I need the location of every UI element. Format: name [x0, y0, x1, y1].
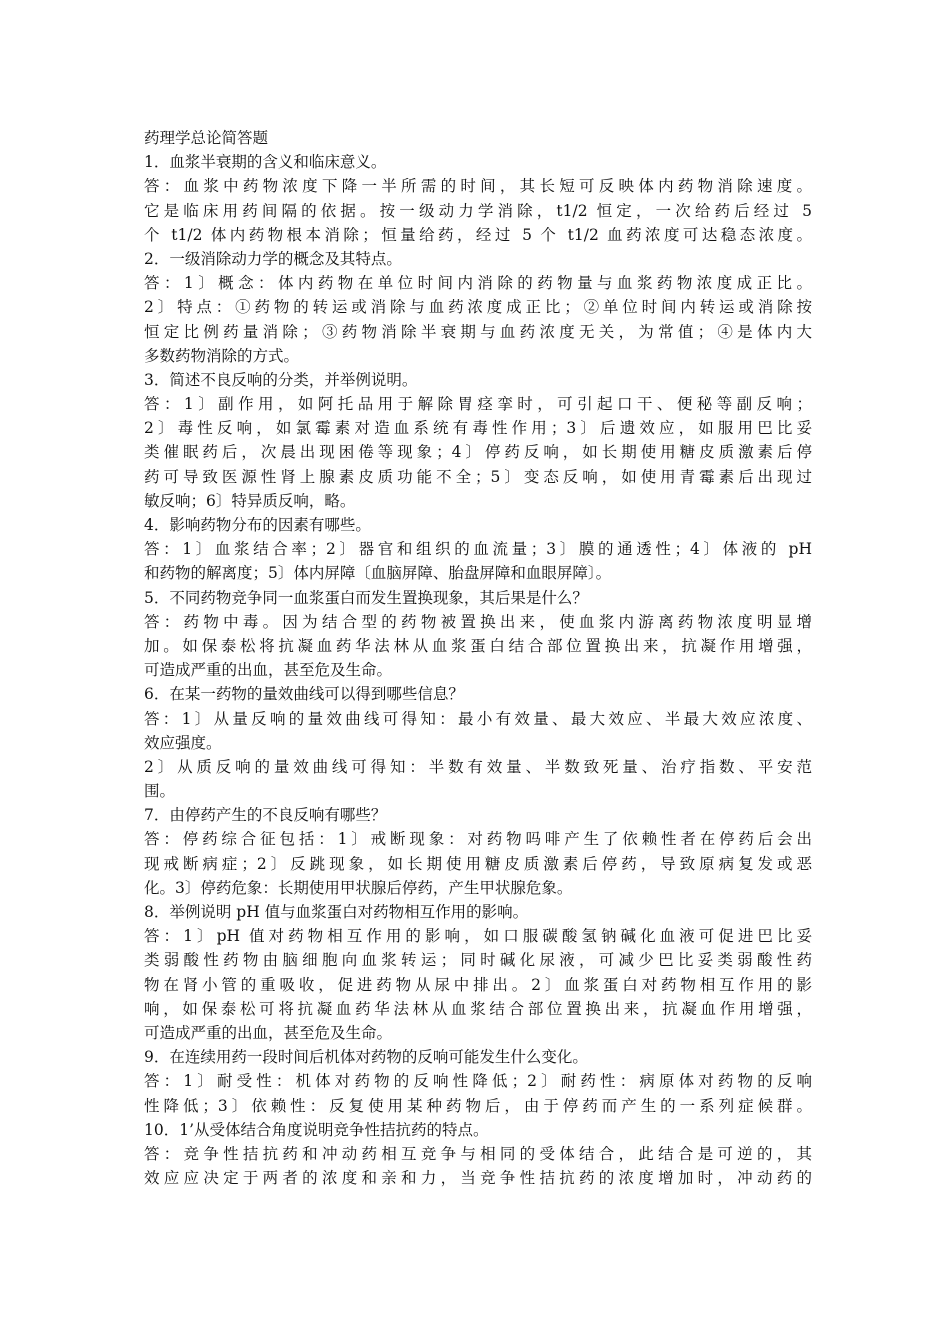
text-line: 物在肾小管的重吸收，促进药物从尿中排出。2〕血浆蛋白对药物相互作用的影: [144, 975, 812, 994]
document-title: 药理学总论简答题: [144, 129, 269, 147]
text-line: 可造成严重的出血，甚至危及生命。: [144, 1023, 393, 1042]
text-line: 答：1〕概念：体内药物在单位时间内消除的药物量与血浆药物浓度成正比。: [144, 274, 812, 293]
text-line: 1．血浆半衰期的含义和临床意义。: [144, 153, 387, 172]
text-line: 答：1〕副作用，如阿托品用于解除胃痉挛时，可引起口干、便秘等副反响；: [144, 395, 812, 414]
text-line: 答：药物中毒。因为结合型的药物被置换出来，使血浆内游离药物浓度明显增: [144, 612, 812, 631]
text-line: 8．举例说明 pH 值与血浆蛋白对药物相互作用的影响。: [144, 903, 529, 921]
text-line: 5．不同药物竞争同一血浆蛋白而发生置换现象，其后果是什么？: [144, 588, 588, 607]
text-line: 加。如保泰松将抗凝血药华法林从血浆蛋白结合部位置换出来，抗凝作用增强，: [144, 636, 812, 655]
text-line: 答：1〕从量反响的量效曲线可得知：最小有效量、最大效应、半最大效应浓度、: [144, 709, 812, 728]
text-line: 类弱酸性药物由脑细胞向血浆转运；同时碱化尿液，可减少巴比妥类弱酸性药: [144, 951, 812, 970]
text-line: 7．由停药产生的不良反响有哪些？: [144, 806, 387, 825]
text-line: 2〕从质反响的量效曲线可得知：半数有效量、半数致死量、治疗指数、平安范: [144, 757, 812, 776]
text-line: 答：1〕耐受性：机体对药物的反响性降低；2〕耐药性：病原体对药物的反响: [144, 1072, 812, 1091]
text-line: 化。3〕停药危象：长期使用甲状腺后停药，产生甲状腺危象。: [144, 878, 573, 897]
text-line: 恒定比例药量消除；③药物消除半衰期与血药浓度无关，为常值；④是体内大: [144, 322, 812, 341]
text-line: 现戒断病症；2〕反跳现象，如长期使用糖皮质激素后停药，导致原病复发或恶: [144, 854, 812, 873]
text-line: 4．影响药物分布的因素有哪些。: [144, 516, 371, 534]
text-line: 2〕毒性反响，如氯霉素对造血系统有毒性作用；3〕后遗效应，如服用巴比妥: [144, 419, 812, 438]
text-line: 答：竞争性拮抗药和冲动药相互竞争与相同的受体结合，此结合是可逆的，其: [144, 1144, 812, 1163]
text-line: 答：1〕血浆结合率；2〕器官和组织的血流量；3〕膜的通透性；4〕体液的 pH: [144, 540, 812, 559]
text-line: 它是临床用药间隔的依据。按一级动力学消除，t1/2 恒定，一次给药后经过 5: [144, 201, 812, 220]
text-line: 多数药物消除的方式。: [144, 346, 300, 365]
document-body: [144, 126, 812, 1190]
text-line: 效应强度。: [144, 733, 222, 752]
text-line: 答：停药综合征包括：1〕戒断现象：对药物吗啡产生了依赖性者在停药后会出: [144, 830, 812, 849]
text-line: 类催眠药后，次晨出现困倦等现象；4〕停药反响，如长期使用糖皮质激素后停: [144, 443, 812, 462]
text-line: 可造成严重的出血，甚至危及生命。: [144, 661, 393, 680]
text-line: 2〕特点：①药物的转运或消除与血药浓度成正比；②单位时间内转运或消除按: [144, 298, 812, 317]
text-line: 10．1’从受体结合角度说明竞争性拮抗药的特点。: [144, 1120, 489, 1139]
text-line: 效应应决定于两者的浓度和亲和力，当竞争性拮抗药的浓度增加时，冲动药的: [144, 1169, 812, 1188]
text-line: 2．一级消除动力学的概念及其特点。: [144, 249, 402, 268]
text-line: 药可导致医源性肾上腺素皮质功能不全；5〕变态反响，如使用青霉素后出现过: [144, 467, 812, 486]
text-line: 和药物的解离度；5〕体内屏障〔血脑屏障、胎盘屏障和血眼屏障〕。: [144, 564, 612, 583]
text-line: 响，如保泰松可将抗凝血药华法林从血浆结合部位置换出来，抗凝血作用增强，: [144, 999, 812, 1018]
text-line: 答：血浆中药物浓度下降一半所需的时间，其长短可反映体内药物消除速度。: [144, 177, 812, 196]
text-line: 6．在某一药物的量效曲线可以得到哪些信息？: [144, 685, 464, 704]
text-line: 敏反响；6〕特异质反响，略。: [144, 491, 356, 510]
text-line: 性降低；3〕依赖性：反复使用某种药物后，由于停药而产生的一系列症候群。: [144, 1096, 812, 1115]
text-line: 3．简述不良反响的分类，并举例说明。: [144, 370, 418, 389]
text-line: 个 t1/2 体内药物根本消除；恒量给药，经过 5 个 t1/2 血药浓度可达稳态浓度。: [144, 225, 812, 244]
text-line: 答：1〕pH 值对药物相互作用的影响，如口服碳酸氢钠碱化血液可促进巴比妥: [144, 927, 812, 946]
text-line: 9．在连续用药一段时间后机体对药物的反响可能发生什么变化。: [144, 1048, 588, 1067]
text-line: 围。: [144, 782, 176, 801]
